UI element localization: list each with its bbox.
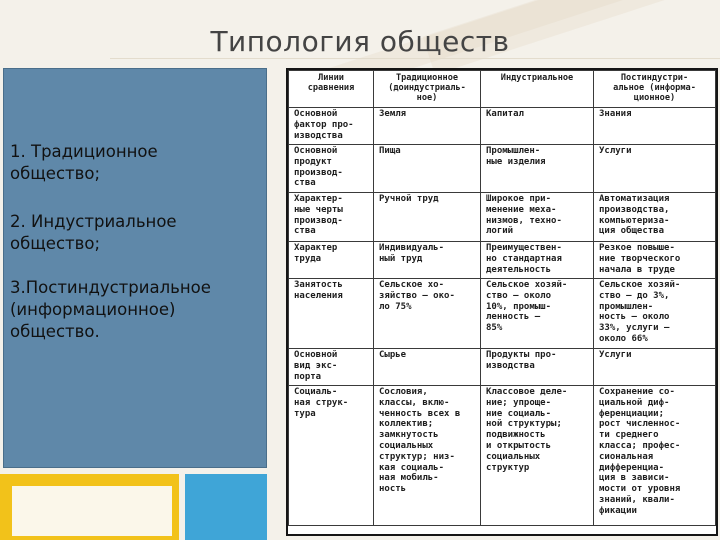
header-cell: Линии сравнения	[289, 71, 374, 108]
table-header-row	[289, 71, 716, 108]
left-panel	[3, 68, 267, 468]
table-cell: Социаль- ная струк- тура	[289, 386, 374, 526]
table-cell: Капитал	[481, 108, 594, 145]
decorative-blue-block	[185, 474, 267, 540]
table-cell: Классовое деле- ние; упроще- ние социаль- ной структуры; подвижность и открытость социальных структур	[481, 386, 594, 526]
table-row	[289, 279, 716, 349]
list-item: 3.Постиндустриальное (информационное) общество.	[10, 278, 211, 341]
society-types-list	[10, 141, 264, 369]
table-cell: Характер труда	[289, 242, 374, 279]
table-cell: Индивидуаль- ный труд	[374, 242, 481, 279]
table-cell: Преимуществен- но стандартная деятельность	[481, 242, 594, 279]
table-cell: Знания	[594, 108, 716, 145]
header-cell: Постиндустри- альное (информа- ционное)	[594, 71, 716, 108]
decorative-light-block	[12, 486, 172, 536]
table-cell: Автоматизация производства, компьютериза- ция общества	[594, 193, 716, 242]
table-cell: Сельское хо- зяйство — око- ло 75%	[374, 279, 481, 349]
table-cell: Промышлен- ные изделия	[481, 145, 594, 193]
table-cell: Характер- ные черты производ- ства	[289, 193, 374, 242]
table-row	[289, 145, 716, 193]
table-cell: Занятость населения	[289, 279, 374, 349]
table-cell: Продукты про- изводства	[481, 349, 594, 386]
table-cell: Ручной труд	[374, 193, 481, 242]
header-cell: Индустриальное	[481, 71, 594, 108]
list-item: 1. Традиционное общество;	[10, 142, 158, 183]
table-cell: Услуги	[594, 349, 716, 386]
table-row	[289, 108, 716, 145]
table-cell: Пища	[374, 145, 481, 193]
table-row	[289, 193, 716, 242]
list-item: 2. Индустриальное общество;	[10, 212, 177, 253]
table-row	[289, 242, 716, 279]
slide-title: Типология обществ	[210, 25, 510, 58]
table-row	[289, 349, 716, 386]
comparison-table-image	[286, 68, 718, 536]
comparison-table	[288, 70, 716, 526]
table-cell: Сырье	[374, 349, 481, 386]
table-cell: Основной продукт производ- ства	[289, 145, 374, 193]
table-cell: Услуги	[594, 145, 716, 193]
table-cell: Широкое при- менение меха- низмов, техно- логий	[481, 193, 594, 242]
table-cell: Сословия, классы, вклю- ченность всех в коллектив; замкнутость социальных структур; низ- кая социаль- ная мобиль- ность	[374, 386, 481, 526]
table-row	[289, 386, 716, 526]
table-cell: Земля	[374, 108, 481, 145]
title-divider	[110, 58, 720, 59]
table-cell: Сельское хозяй- ство — около 10%, промыш- ленность — 85%	[481, 279, 594, 349]
table-cell: Сельское хозяй- ство — до 3%, промышлен- ность — около 33%, услуги — около 66%	[594, 279, 716, 349]
table-cell: Основной вид экс- порта	[289, 349, 374, 386]
table-cell: Основной фактор про- изводства	[289, 108, 374, 145]
header-cell: Традиционное (доиндустриаль- ное)	[374, 71, 481, 108]
table-cell: Сохранение со- циальной диф- ференциации; рост численнос- ти среднего класса; профес- сиональная дифференциа- ция в зависи- мости от уровня знаний, квали- фикации	[594, 386, 716, 526]
table-cell: Резкое повыше- ние творческого начала в труде	[594, 242, 716, 279]
